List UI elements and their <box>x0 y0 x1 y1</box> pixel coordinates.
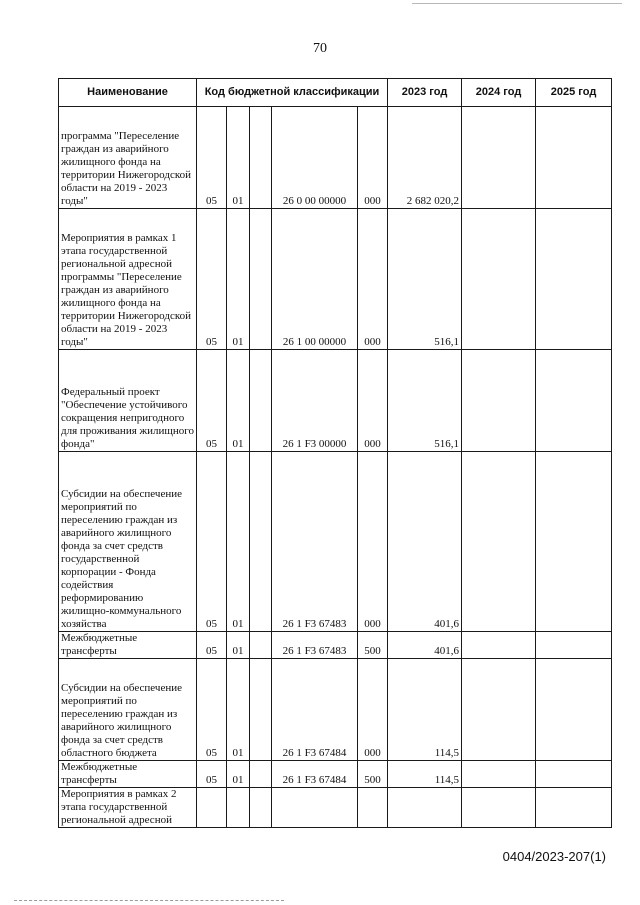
amount-2023: 516,1 <box>388 209 462 350</box>
code-target-article: 26 1 F3 67483 <box>272 632 358 659</box>
bottom-rule <box>14 900 284 901</box>
code-expense-type: 000 <box>358 350 388 452</box>
amount-2025 <box>536 107 612 209</box>
code-subsection <box>227 788 250 828</box>
code-section: 05 <box>197 452 227 632</box>
code-expense-type: 000 <box>358 209 388 350</box>
amount-2023: 114,5 <box>388 659 462 761</box>
code-section: 05 <box>197 659 227 761</box>
amount-2023: 516,1 <box>388 350 462 452</box>
amount-2023: 401,6 <box>388 632 462 659</box>
code-section: 05 <box>197 761 227 788</box>
code-spacer <box>250 659 272 761</box>
code-spacer <box>250 209 272 350</box>
amount-2023 <box>388 788 462 828</box>
code-target-article: 26 1 00 00000 <box>272 209 358 350</box>
amount-2025 <box>536 659 612 761</box>
code-section <box>197 788 227 828</box>
header-2024: 2024 год <box>462 79 536 107</box>
document-code: 0404/2023-207(1) <box>502 849 606 864</box>
row-name: Мероприятия в рамках 2 этапа государственной региональной адресной <box>59 788 197 828</box>
amount-2024 <box>462 209 536 350</box>
row-name: Межбюджетные трансферты <box>59 761 197 788</box>
amount-2023: 114,5 <box>388 761 462 788</box>
row-name: Федеральный проект "Обеспечение устойчивого сокращения непригодного для проживания жилищного фонда" <box>59 350 197 452</box>
code-target-article: 26 1 F3 00000 <box>272 350 358 452</box>
amount-2024 <box>462 452 536 632</box>
header-name: Наименование <box>59 79 197 107</box>
row-name: Межбюджетные трансферты <box>59 632 197 659</box>
table-row <box>59 452 612 632</box>
row-name: Мероприятия в рамках 1 этапа государственной региональной адресной программы "Переселение граждан из аварийного жилищного фонда на территории Нижегородской области на 2019 - 2023 годы" <box>59 209 197 350</box>
code-section: 05 <box>197 107 227 209</box>
code-expense-type <box>358 788 388 828</box>
code-expense-type: 500 <box>358 632 388 659</box>
code-section: 05 <box>197 632 227 659</box>
amount-2025 <box>536 350 612 452</box>
code-subsection: 01 <box>227 632 250 659</box>
code-spacer <box>250 761 272 788</box>
code-expense-type: 000 <box>358 452 388 632</box>
table-row <box>59 761 612 788</box>
amount-2024 <box>462 107 536 209</box>
code-spacer <box>250 350 272 452</box>
top-rule <box>412 3 622 4</box>
code-target-article: 26 0 00 00000 <box>272 107 358 209</box>
code-spacer <box>250 788 272 828</box>
amount-2025 <box>536 209 612 350</box>
row-name: Субсидии на обеспечение мероприятий по переселению граждан из аварийного жилищного фонда за счет средств государственной корпорации - Фонда содействия реформированию жилищно-коммунального хозяйства <box>59 452 197 632</box>
amount-2024 <box>462 761 536 788</box>
header-2023: 2023 год <box>388 79 462 107</box>
table-row <box>59 788 612 828</box>
table-header-row <box>59 79 612 107</box>
code-target-article: 26 1 F3 67484 <box>272 761 358 788</box>
code-expense-type: 000 <box>358 659 388 761</box>
code-subsection: 01 <box>227 452 250 632</box>
amount-2024 <box>462 659 536 761</box>
amount-2024 <box>462 350 536 452</box>
code-expense-type: 000 <box>358 107 388 209</box>
budget-table <box>58 78 612 828</box>
code-spacer <box>250 452 272 632</box>
page-number: 70 <box>313 41 327 56</box>
code-subsection: 01 <box>227 209 250 350</box>
amount-2025 <box>536 761 612 788</box>
code-target-article <box>272 788 358 828</box>
amount-2024 <box>462 632 536 659</box>
amount-2024 <box>462 788 536 828</box>
table-row <box>59 107 612 209</box>
amount-2023: 2 682 020,2 <box>388 107 462 209</box>
code-target-article: 26 1 F3 67483 <box>272 452 358 632</box>
code-target-article: 26 1 F3 67484 <box>272 659 358 761</box>
amount-2025 <box>536 452 612 632</box>
code-spacer <box>250 107 272 209</box>
amount-2023: 401,6 <box>388 452 462 632</box>
table-row <box>59 209 612 350</box>
table-row <box>59 632 612 659</box>
code-subsection: 01 <box>227 107 250 209</box>
code-expense-type: 500 <box>358 761 388 788</box>
code-subsection: 01 <box>227 659 250 761</box>
table-row <box>59 659 612 761</box>
code-section: 05 <box>197 209 227 350</box>
amount-2025 <box>536 632 612 659</box>
amount-2025 <box>536 788 612 828</box>
code-section: 05 <box>197 350 227 452</box>
row-name: Субсидии на обеспечение мероприятий по переселению граждан из аварийного жилищного фонда за счет средств областного бюджета <box>59 659 197 761</box>
code-subsection: 01 <box>227 761 250 788</box>
row-name: программа "Переселение граждан из аварийного жилищного фонда на территории Нижегородской области на 2019 - 2023 годы" <box>59 107 197 209</box>
header-2025: 2025 год <box>536 79 612 107</box>
table-row <box>59 350 612 452</box>
code-spacer <box>250 632 272 659</box>
code-subsection: 01 <box>227 350 250 452</box>
header-budget-code: Код бюджетной классификации <box>197 79 388 107</box>
